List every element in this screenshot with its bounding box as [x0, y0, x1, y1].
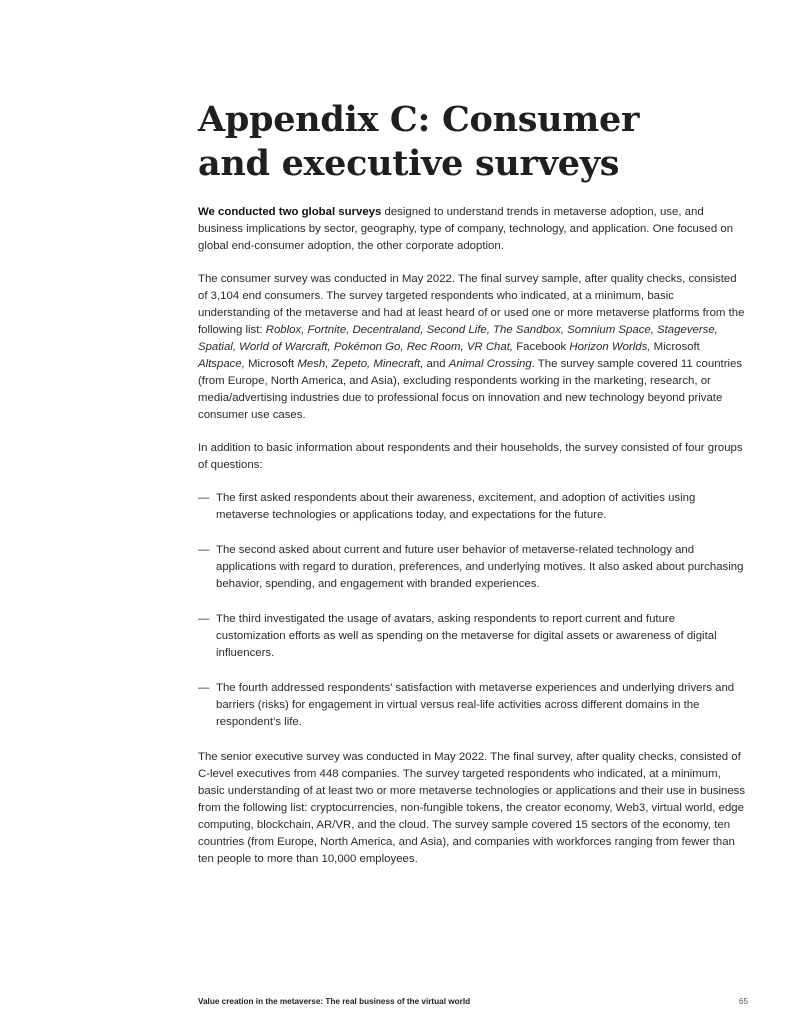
- consumer-paragraph: [198, 271, 746, 424]
- intro-rest: designed to understand trends in metaverse adoption, use, and business implications by sector, geography, type of company, technology, and application. One focused on global end-consumer adoption, the other corporate adoption.: [198, 206, 734, 252]
- platform-altspace: Altspace,: [198, 358, 245, 370]
- consumer-text-1: The consumer survey was conducted in May 2022. The final survey sample, after quality checks, consisted of 3,104 end consumers. The survey targeted respondents who indicated, at a minimum, basic understanding of the metaverse and had at least heard of or used one or more metaverse platforms from the following list:: [198, 273, 745, 336]
- list-item: [198, 680, 746, 731]
- platform-horizon: Horizon Worlds,: [569, 341, 651, 353]
- list-item: [198, 490, 746, 524]
- page-number: 65: [738, 997, 748, 1006]
- platform-animal-crossing: Animal Crossing: [448, 358, 532, 370]
- consumer-text-5: and: [423, 358, 449, 370]
- consumer-text-3: Microsoft: [650, 341, 700, 353]
- consumer-text-2: Facebook: [513, 341, 570, 353]
- intro-paragraph: [198, 204, 746, 255]
- body-text: [198, 204, 746, 884]
- consumer-text-6: . The survey sample covered 11 countries (from Europe, North America, and Asia), excluding respondents working in the marketing, research, or media/advertising industries due to professional focus on innovation and new technology beyond private consumer use cases.: [198, 358, 743, 421]
- executive-paragraph: The senior executive survey was conducted in May 2022. The final survey, after quality checks, consisted of C-level executives from 448 companies. The survey targeted respondents who indicated, at a minimum, basic understanding of at least two or more metaverse technologies or applications and their use in business from the following list: cryptocurrencies, non-fungible tokens, the creator economy, Web3, virtual world, edge computing, blockchain, AR/VR, and the cloud. The survey sample covered 15 sectors of the economy, ten countries (from Europe, North America, and Asia), and companies with workforces ranging from fewer than ten people to more than 10,000 employees.: [198, 751, 746, 865]
- platform-mesh-list: Mesh, Zepeto, Minecraft,: [297, 358, 424, 370]
- title-line-1: Appendix C: Consumer: [198, 99, 640, 140]
- footer-title: Value creation in the metaverse: The real business of the virtual world: [198, 997, 471, 1006]
- consumer-text-4: Microsoft: [244, 358, 298, 370]
- list-item: [198, 611, 746, 662]
- groups-intro-paragraph: In addition to basic information about respondents and their households, the survey consisted of four groups of questions:: [198, 442, 743, 471]
- list-item-text: The second asked about current and future user behavior of metaverse-related technology and applications with regard to duration, preferences, and underlying motives. It also asked about purchasing behavior, spending, and engagement with branded experiences.: [216, 544, 744, 590]
- dash-marker: —: [198, 544, 210, 556]
- title-line-2: and executive surveys: [198, 143, 620, 184]
- question-groups-list: [198, 490, 746, 731]
- intro-lead: We conducted two global surveys: [198, 206, 382, 218]
- list-item-text: The third investigated the usage of avatars, asking respondents to report current and future customization efforts as well as spending on the metaverse for digital assets or awareness of digital influencers.: [216, 613, 717, 659]
- dash-marker: —: [198, 613, 210, 625]
- list-item-text: The fourth addressed respondents’ satisfaction with metaverse experiences and underlying drivers and barriers (risks) for engagement in virtual versus real-life activities across different domains in the respondent’s life.: [216, 682, 735, 728]
- platform-list: Roblox, Fortnite, Decentraland, Second Life, The Sandbox, Somnium Space, Stageverse, Spatial, World of Warcraft, Pokémon Go, Rec Room, VR Chat,: [198, 324, 718, 353]
- page-title: [198, 98, 758, 186]
- page-footer: [198, 997, 750, 1006]
- list-item-text: The first asked respondents about their awareness, excitement, and adoption of activities using metaverse technologies or applications today, and expectations for the future.: [216, 492, 696, 521]
- dash-marker: —: [198, 682, 210, 694]
- list-item: [198, 542, 746, 593]
- dash-marker: —: [198, 492, 210, 504]
